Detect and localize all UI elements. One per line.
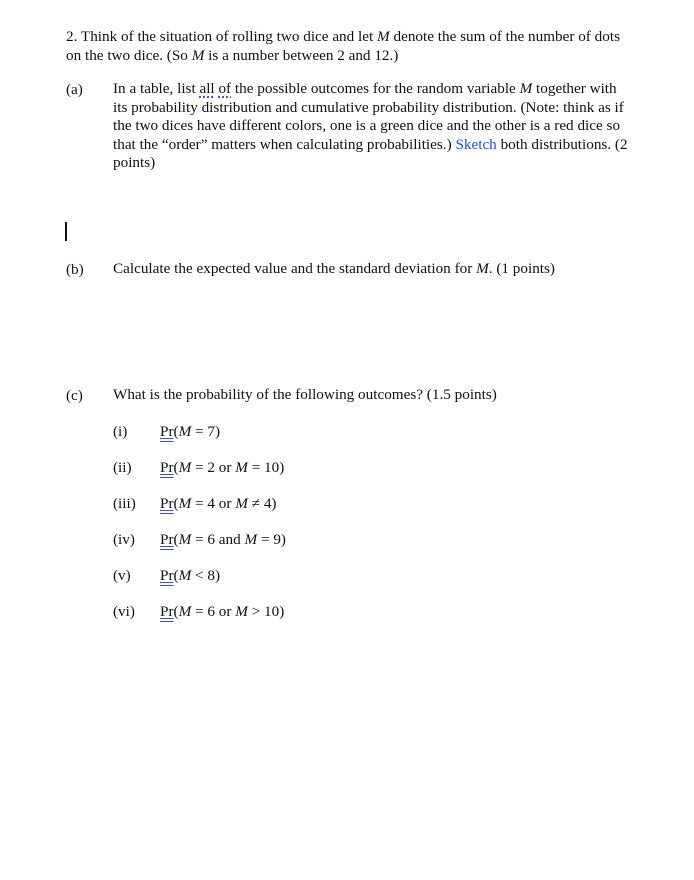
part-a-text-run: the possible outcomes for the random variable <box>231 80 520 97</box>
question-intro-text: denote the sum of the number of dots on the two dice. (So <box>66 28 620 64</box>
part-b-label: (b) <box>66 261 84 278</box>
variable-m: M <box>178 495 192 512</box>
sub-item-expression[interactable]: Pr(M = 4 or M ≠ 4) <box>160 495 277 512</box>
variable-m: M <box>178 459 192 476</box>
part-c-text[interactable]: What is the probability of the following outcomes? (1.5 points) <box>113 386 497 403</box>
spelling-flag-of[interactable]: of <box>218 80 232 97</box>
sub-item-label: (v) <box>113 567 131 584</box>
part-b-text-run: . (1 points) <box>488 260 555 277</box>
sub-item-expression[interactable]: Pr(M = 6 or M > 10) <box>160 603 285 620</box>
sub-item-expression[interactable]: Pr(M = 2 or M = 10) <box>160 459 285 476</box>
sub-item-expression[interactable]: Pr(M = 6 and M = 9) <box>160 531 286 548</box>
sub-item-label: (ii) <box>113 459 132 476</box>
variable-m: M <box>476 260 489 277</box>
variable-m: M <box>178 423 192 440</box>
variable-m: M <box>235 495 248 512</box>
pr-word-flag[interactable]: Pr <box>160 423 174 440</box>
variable-m: M <box>519 80 533 97</box>
variable-m: M <box>178 567 192 584</box>
pr-word-flag[interactable]: Pr <box>160 603 174 620</box>
sub-item-expression[interactable]: Pr(M < 8) <box>160 567 221 584</box>
sub-item-label: (iv) <box>113 531 135 548</box>
variable-m: M <box>244 531 258 548</box>
text-cursor <box>65 222 67 241</box>
question-intro-text: Think of the situation of rolling two dice and let <box>80 28 378 45</box>
sub-item-expression[interactable]: Pr(M = 7) <box>160 423 221 440</box>
variable-m: M <box>235 459 248 476</box>
variable-m: M <box>235 603 248 620</box>
question-intro <box>66 27 636 65</box>
part-a-text-run: both distributions. (2 points) <box>113 135 628 172</box>
pr-word-flag[interactable]: Pr <box>160 567 174 584</box>
variable-m: M <box>178 603 192 620</box>
sub-item-label: (iii) <box>113 495 136 512</box>
question-intro-text: is a number between 2 and 12.) <box>204 47 399 64</box>
sketch-link[interactable]: Sketch <box>455 135 497 153</box>
sub-item-label: (vi) <box>113 603 135 620</box>
part-b-text[interactable] <box>113 260 633 279</box>
pr-word-flag[interactable]: Pr <box>160 495 174 512</box>
part-b-text-run: Calculate the expected value and the standard deviation for <box>113 260 477 277</box>
part-a-label: (a) <box>66 81 83 98</box>
part-a-text-run: In a table, list <box>113 80 200 97</box>
part-c-label: (c) <box>66 387 83 404</box>
spelling-flag-all[interactable]: all <box>199 80 215 97</box>
variable-m: M <box>377 28 390 45</box>
variable-m: M <box>178 531 192 548</box>
pr-word-flag[interactable]: Pr <box>160 459 174 476</box>
pr-word-flag[interactable]: Pr <box>160 531 174 548</box>
variable-m: M <box>191 47 205 64</box>
sub-item-label: (i) <box>113 423 128 440</box>
part-a-text[interactable] <box>113 80 633 173</box>
question-number: 2. <box>66 28 78 45</box>
part-a-text-run: together with its probability distribution and cumulative probability distribution. (Note: think as if the two dices have different colors, one is a green dice and the other is a red dice so that the “order” matters when calculating probabilities.) <box>113 80 624 153</box>
